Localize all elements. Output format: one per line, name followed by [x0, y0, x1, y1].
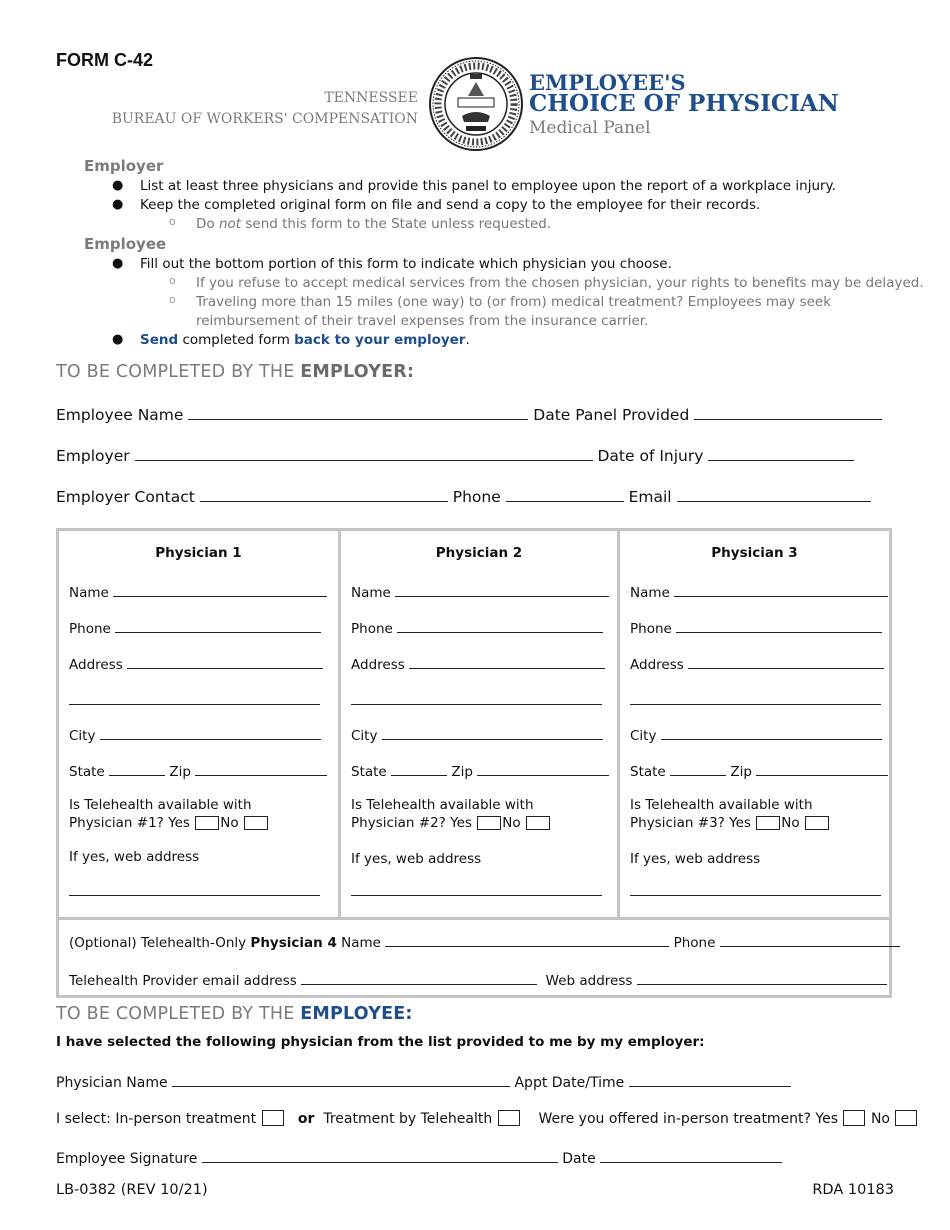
employee-instructions-heading: Employee [84, 235, 167, 253]
offered-no-checkbox[interactable] [895, 1110, 917, 1126]
physician-2-city-row: City [351, 725, 603, 744]
physician-4-web-field[interactable] [637, 970, 887, 985]
bureau-label: BUREAU OF WORKERS' COMPENSATION [111, 111, 418, 127]
physician-name-row: Physician Name Appt Date/Time [56, 1072, 791, 1091]
physician-1-name-row: Name [69, 582, 327, 601]
physician-2-address-field[interactable] [409, 654, 605, 669]
rda-number: RDA 10183 [812, 1182, 894, 1198]
appt-datetime-field[interactable] [629, 1072, 791, 1087]
physician-4-name-row: (Optional) Telehealth-Only Physician 4 Name Phone [69, 932, 900, 951]
physician-3-address2-row [630, 690, 881, 709]
form-number: FORM C-42 [56, 50, 154, 70]
physician-3-telehealth-no-checkbox[interactable] [805, 816, 829, 830]
physician-1-state-field[interactable] [109, 761, 165, 776]
employee-name-label: Employee Name [56, 406, 184, 424]
physician-3-name-row: Name [630, 582, 888, 601]
physician-1-name-field[interactable] [113, 582, 327, 597]
employee-sub-instruction-1: o If you refuse to accept medical services from the chosen physician, your rights to benefits may be delayed. [169, 274, 924, 291]
employer-phone-field[interactable] [506, 487, 624, 502]
physician-1-telehealth-yes-checkbox[interactable] [195, 816, 219, 830]
physician-2-city-field[interactable] [382, 725, 603, 740]
physician-3-web-row [630, 881, 881, 900]
state-seal-icon [428, 56, 524, 152]
state-label: TENNESSEE [324, 90, 418, 106]
physician-2-address-row: Address [351, 654, 605, 673]
physician-3-city-field[interactable] [661, 725, 882, 740]
physician-1-web-row [69, 881, 320, 900]
employee-send-instruction: ● Send completed form back to your employer. [112, 332, 470, 348]
telehealth-checkbox[interactable] [498, 1110, 520, 1126]
physician-2-web-label: If yes, web address [351, 851, 482, 867]
physician-panel [56, 528, 892, 998]
date-injury-field[interactable] [708, 446, 854, 461]
employee-section-heading: TO BE COMPLETED BY THE EMPLOYEE: [56, 1004, 413, 1024]
physician-3-heading: Physician 3 [711, 545, 798, 561]
physician-3-state-row: State Zip [630, 761, 888, 780]
form-title-line1: EMPLOYEE'S [529, 70, 686, 95]
physician-1-city-field[interactable] [100, 725, 321, 740]
selected-physician-field[interactable] [172, 1072, 510, 1087]
physician-3-telehealth: Is Telehealth available with Physician #3? Yes No [630, 796, 830, 832]
employer-email-field[interactable] [677, 487, 871, 502]
physician-1-city-row: City [69, 725, 321, 744]
physician-3-column [617, 531, 889, 917]
physician-1-address-field[interactable] [127, 654, 323, 669]
physician-3-phone-row: Phone [630, 618, 882, 637]
employee-name-field[interactable] [188, 405, 528, 420]
employer-instruction-2: ● Keep the completed original form on file and send a copy to the employee for their records. [112, 197, 761, 213]
physician-1-state-row: State Zip [69, 761, 327, 780]
physician-4-email-field[interactable] [301, 970, 537, 985]
physician-2-state-row: State Zip [351, 761, 609, 780]
physician-2-web-field[interactable] [351, 881, 602, 896]
in-person-checkbox[interactable] [262, 1110, 284, 1126]
physician-3-telehealth-yes-checkbox[interactable] [756, 816, 780, 830]
physician-2-phone-row: Phone [351, 618, 603, 637]
physician-2-zip-field[interactable] [477, 761, 609, 776]
form-title-line2: CHOICE OF PHYSICIAN [529, 90, 839, 117]
employer-instruction-1: ● List at least three physicians and provide this panel to employee upon the report of a workplace injury. [112, 178, 836, 194]
physician-4-name-field[interactable] [385, 932, 669, 947]
physician-2-address2-row [351, 690, 602, 709]
employer-contact-label: Employer Contact [56, 488, 195, 506]
physician-3-state-field[interactable] [670, 761, 726, 776]
employer-sub-instruction: o Do not send this form to the State unless requested. [169, 215, 552, 232]
agency-name [112, 88, 418, 130]
physician-1-address2-field[interactable] [69, 690, 320, 705]
offered-yes-checkbox[interactable] [843, 1110, 865, 1126]
physician-3-city-row: City [630, 725, 882, 744]
physician-1-telehealth-no-checkbox[interactable] [244, 816, 268, 830]
physician-2-name-row: Name [351, 582, 609, 601]
employer-phone-label: Phone [452, 488, 501, 506]
physician-2-address2-field[interactable] [351, 690, 602, 705]
physician-1-phone-field[interactable] [115, 618, 321, 633]
physician-2-phone-field[interactable] [397, 618, 603, 633]
employee-sub-instruction-2-cont: reimbursement of their travel expenses from the insurance carrier. [196, 313, 649, 329]
date-injury-label: Date of Injury [597, 447, 704, 465]
physician-4-contact-row: Telehealth Provider email address Web address [69, 970, 887, 989]
optional-physician-4 [59, 917, 889, 995]
treatment-select-row: I select: In-person treatment or Treatment by Telehealth Were you offered in-person treatment? Yes No [56, 1110, 918, 1127]
physician-2-telehealth: Is Telehealth available with Physician #2? Yes No [351, 796, 551, 832]
date-panel-field[interactable] [694, 405, 882, 420]
physician-1-column [59, 531, 338, 917]
form-revision: LB-0382 (REV 10/21) [56, 1182, 208, 1198]
employee-sub-instruction-2: o Traveling more than 15 miles (one way) to (or from) medical treatment? Employees may seek [169, 293, 832, 310]
employer-field[interactable] [135, 446, 593, 461]
employee-signature-field[interactable] [202, 1148, 558, 1163]
physician-1-web-label: If yes, web address [69, 849, 200, 865]
employer-email-label: Email [628, 488, 672, 506]
date-panel-label: Date Panel Provided [533, 406, 690, 424]
physician-1-address2-row [69, 690, 320, 709]
physician-1-address-row: Address [69, 654, 323, 673]
physician-2-telehealth-no-checkbox[interactable] [526, 816, 550, 830]
physician-4-phone-field[interactable] [720, 932, 900, 947]
employee-name-row [56, 405, 882, 424]
physician-3-web-field[interactable] [630, 881, 881, 896]
signature-row: Employee Signature Date [56, 1148, 782, 1167]
physician-3-name-field[interactable] [674, 582, 888, 597]
physician-2-telehealth-yes-checkbox[interactable] [477, 816, 501, 830]
physician-2-state-field[interactable] [391, 761, 447, 776]
physician-3-phone-field[interactable] [676, 618, 882, 633]
employee-statement: I have selected the following physician from the list provided to me by my employer: [56, 1034, 705, 1050]
employer-instructions-heading: Employer [84, 157, 164, 175]
physician-3-address-field[interactable] [688, 654, 884, 669]
signature-date-field[interactable] [600, 1148, 782, 1163]
employer-contact-field[interactable] [200, 487, 448, 502]
employee-instruction-1: ● Fill out the bottom portion of this form to indicate which physician you choose. [112, 256, 672, 272]
employer-row [56, 446, 854, 465]
physician-2-name-field[interactable] [395, 582, 609, 597]
physician-1-web-field[interactable] [69, 881, 320, 896]
physician-3-address-row: Address [630, 654, 884, 673]
physician-2-web-row [351, 881, 602, 900]
form-subtitle: Medical Panel [529, 118, 651, 138]
physician-1-telehealth: Is Telehealth available with Physician #1? Yes No [69, 796, 269, 832]
employer-label: Employer [56, 447, 130, 465]
physician-1-phone-row: Phone [69, 618, 321, 637]
physician-3-web-label: If yes, web address [630, 851, 761, 867]
employer-contact-row [56, 487, 871, 506]
physician-1-heading: Physician 1 [155, 545, 242, 561]
physician-3-zip-field[interactable] [756, 761, 888, 776]
physician-2-heading: Physician 2 [435, 545, 523, 561]
employer-section-heading: TO BE COMPLETED BY THE EMPLOYER: [56, 362, 415, 382]
physician-1-zip-field[interactable] [195, 761, 327, 776]
physician-2-column [338, 531, 617, 917]
physician-3-address2-field[interactable] [630, 690, 881, 705]
